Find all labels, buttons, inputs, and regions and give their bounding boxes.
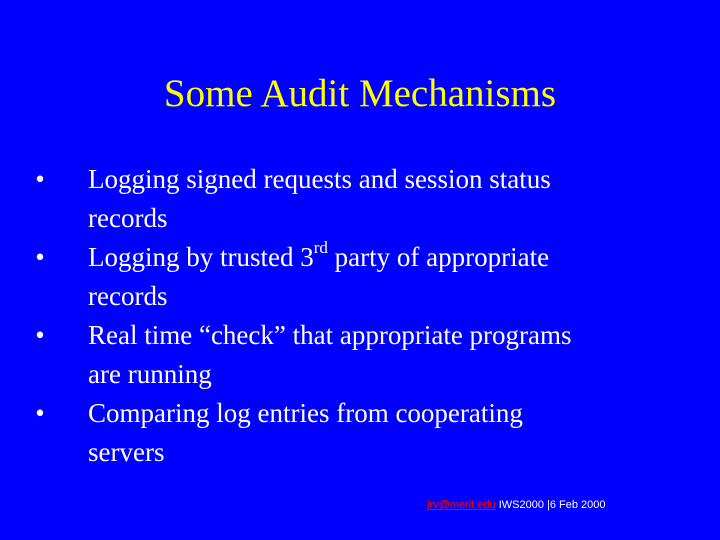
bullet-list	[30, 160, 690, 472]
author-email-link[interactable]: jrv@merit.edu	[427, 499, 496, 511]
bullet-icon: •	[35, 164, 45, 194]
bullet-text-suffix: party of appropriate	[327, 242, 550, 272]
bullet-text-line-1: Comparing log entries from cooperating	[88, 398, 523, 428]
bullet-text-line-2: records	[88, 281, 168, 311]
bullet-text-prefix: Logging by trusted 3	[88, 242, 314, 272]
ordinal-superscript: rd	[313, 238, 328, 257]
bullet-text-line-1	[88, 238, 550, 272]
footer-event-date: IWS2000 |6 Feb 2000	[495, 499, 606, 511]
bullet-icon: •	[35, 398, 45, 428]
slide-title: Some Audit Mechanisms	[163, 72, 557, 115]
bullet-item-real-time-check	[30, 316, 690, 394]
bullet-item-logging-signed-requests	[30, 160, 690, 238]
bullet-item-trusted-third-party	[30, 238, 690, 316]
bullet-icon: •	[35, 320, 45, 350]
slide-footer	[427, 498, 606, 512]
bullet-text-line-2: are running	[88, 359, 212, 389]
bullet-item-comparing-log-entries	[30, 394, 690, 472]
bullet-text-line-1: Real time “check” that appropriate programs	[88, 320, 572, 350]
bullet-text-line-2: records	[88, 203, 168, 233]
bullet-icon: •	[35, 242, 45, 272]
bullet-text-line-1: Logging signed requests and session status	[88, 164, 551, 194]
bullet-text-line-2: servers	[88, 437, 165, 467]
